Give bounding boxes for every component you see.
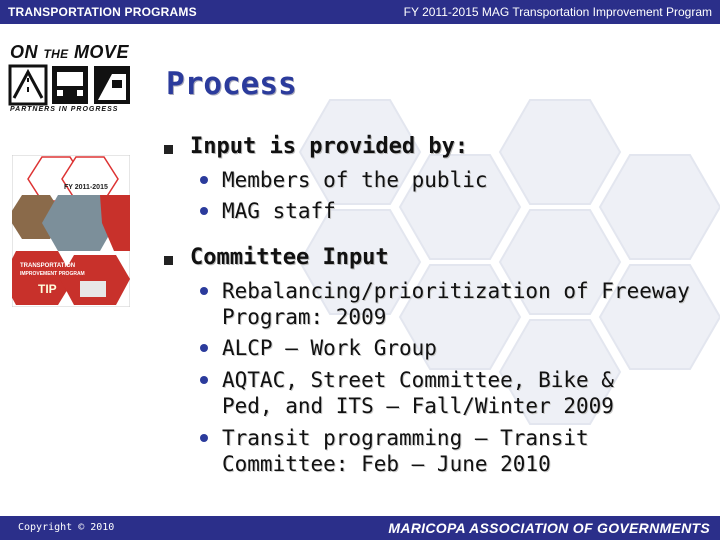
bullet-dot-icon [200,287,208,295]
bullet-input-provided: Input is provided by: [190,134,469,159]
subitem-members-public: Members of the public [222,168,488,192]
copyright-text: Copyright © 2010 [18,522,115,533]
cover-fy-text: FY 2011-2015 [64,184,108,191]
logo-title [10,42,129,63]
bullet-dot-icon [200,376,208,384]
tip-cover-image [12,155,130,307]
program-title: FY 2011-2015 MAG Transportation Improvement Program [403,5,712,19]
bullet-dot-icon [200,344,208,352]
subitem-aqtac: AQTAC, Street Committee, Bike & Ped, and ITS – Fall/Winter 2009 [222,368,614,418]
bullet-dot-icon [200,207,208,215]
subitem-freeway-program: Rebalancing/prioritization of Freeway Program: 2009 [222,279,690,329]
subitem-alcp: ALCP – Work Group [222,336,437,360]
bullet-square-icon [164,145,173,154]
on-the-move-logo [8,42,134,118]
org-name: MARICOPA ASSOCIATION OF GOVERNMENTS [388,520,710,536]
slide-title: Process [166,66,297,102]
cover-line-2: IMPROVEMENT PROGRAM [20,271,85,277]
logo-vehicles-icon [8,62,134,106]
subitem-mag-staff: MAG staff [222,199,336,223]
logo-word-on: ON [10,42,38,62]
header-bar [0,0,720,24]
cover-tip-text: TIP [38,282,57,296]
bullet-dot-icon [200,176,208,184]
bullet-dot-icon [200,434,208,442]
logo-word-the: THE [43,47,69,61]
bullet-committee-input: Committee Input [190,245,389,270]
logo-tagline: PARTNERS IN PROGRESS [10,106,119,113]
footer-bar [0,516,720,540]
logo-word-move: MOVE [73,42,129,62]
subitem-transit: Transit programming – Transit Committee: Feb – June 2010 [222,426,589,476]
section-title: TRANSPORTATION PROGRAMS [8,5,197,19]
bullet-square-icon [164,256,173,265]
cover-line-1: TRANSPORTATION [20,263,76,269]
